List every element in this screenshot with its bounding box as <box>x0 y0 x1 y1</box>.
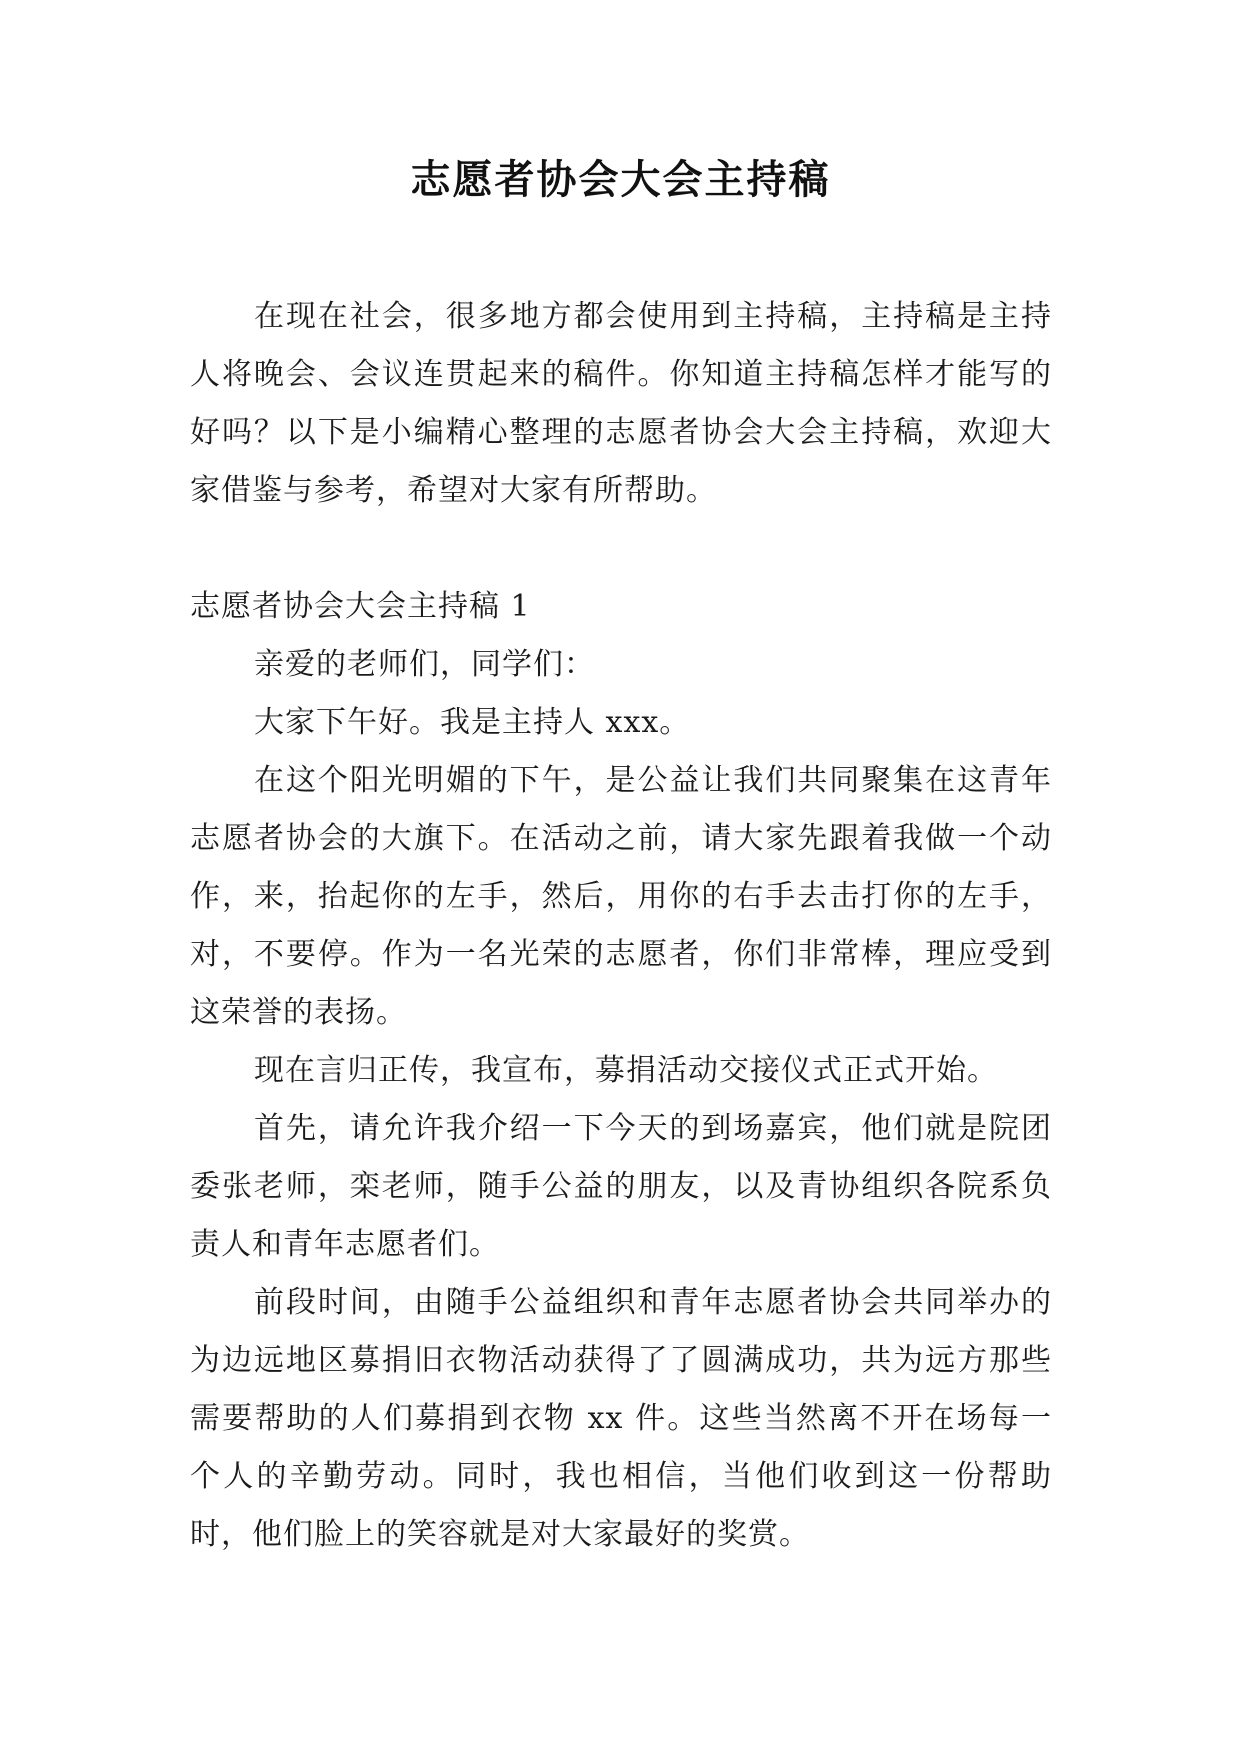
document-title: 志愿者协会大会主持稿 <box>410 157 831 203</box>
body-paragraph: 在这个阳光明媚的下午，是公益让我们共同聚集在这青年志愿者协会的大旗下。在活动之前，请大家先跟着我做一个动作，来，抬起你的左手，然后，用你的右手去击打你的左手，对，不要停。作为一名光荣的志愿者，你们非常棒，理应受到这荣誉的表扬。 <box>190 763 1052 1030</box>
body-paragraph: 亲爱的老师们，同学们： <box>254 647 595 682</box>
section-heading: 志愿者协会大会主持稿 1 <box>190 589 531 624</box>
document-body <box>190 288 1052 1564</box>
body-paragraph: 现在言归正传，我宣布，募捐活动交接仪式正式开始。 <box>254 1053 998 1088</box>
body-paragraph: 前段时间，由随手公益组织和青年志愿者协会共同举办的为边远地区募捐旧衣物活动获得了了圆满成功，共为远方那些需要帮助的人们募捐到衣物 xx 件。这些当然离不开在场每一个人的辛勤劳动。同时，我也相信，当他们收到这一份帮助时，他们脸上的笑容就是对大家最好的奖赏。 <box>190 1285 1052 1552</box>
body-paragraph: 大家下午好。我是主持人 xxx。 <box>254 705 691 740</box>
body-paragraph: 首先，请允许我介绍一下今天的到场嘉宾，他们就是院团委张老师，栾老师，随手公益的朋友，以及青协组织各院系负责人和青年志愿者们。 <box>190 1111 1052 1262</box>
intro-paragraph: 在现在社会，很多地方都会使用到主持稿，主持稿是主持人将晚会、会议连贯起来的稿件。你知道主持稿怎样才能写的好吗？以下是小编精心整理的志愿者协会大会主持稿，欢迎大家借鉴与参考，希望对大家有所帮助。 <box>190 299 1052 508</box>
